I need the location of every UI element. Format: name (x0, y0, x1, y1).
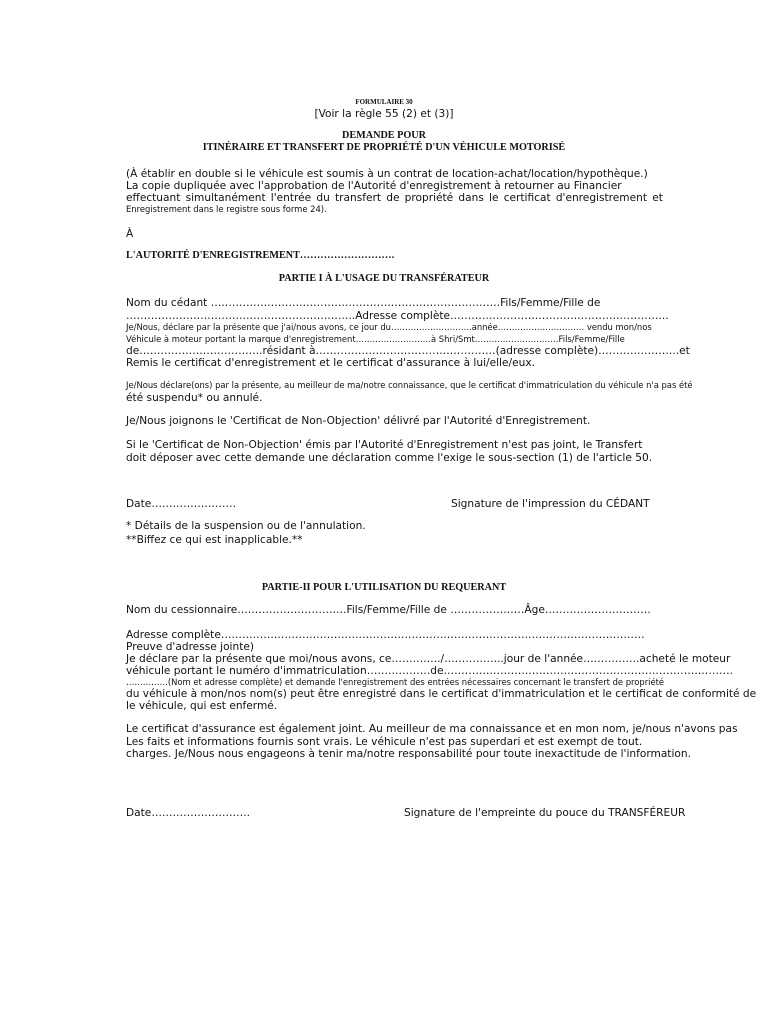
part1-condition-2: doit déposer avec cette demande une déclaration comme l'exige le sous-section (1) de l'article 50. (126, 452, 653, 464)
part1-declaration-1: Je/Nous déclare(ons) par la présente, au meilleur de ma/notre connaissance, que le certificat d'immatriculation du véhicule n'a pas été (126, 380, 693, 390)
intro-word: propriété (404, 192, 454, 204)
intro-word: l'entrée (270, 192, 312, 204)
to-label: À (126, 228, 134, 240)
intro-word: transfert (335, 192, 382, 204)
intro-line-4: Enregistrement dans le registre sous forme 24). (126, 204, 327, 214)
part1-line-3: Je/Nous, déclare par la présente que j'ai/nous avons, ce jour du………………………..année…………………………. vendu mon/nos (126, 322, 652, 332)
part1-footnote-1: * Détails de la suspension ou de l'annulation. (126, 520, 366, 532)
part1-line-2: ………………………………………………………..Adresse complète…………………………………………………….. (126, 310, 669, 322)
part1-condition-1: Si le 'Certificat de Non-Objection' émis par l'Autorité d'Enregistrement n'est pas joint, le Transfert (126, 439, 643, 451)
part2-line-7: du véhicule à mon/nos nom(s) peut être enregistré dans le certificat d'immatriculation et le certificat de conformité de (126, 688, 757, 700)
part1-line-4: Véhicule à moteur portant la marque d'enregistrement………………………à Shri/Smt…………………………Fils/Femme/Fille (126, 334, 625, 344)
part2-insurance-3: charges. Je/Nous nous engageons à tenir ma/notre responsabilité pour toute inexactitude de l'information. (126, 748, 691, 760)
part2-line-8: le véhicule, qui est enfermé. (126, 700, 278, 712)
intro-word: simultanément (185, 192, 266, 204)
rule-reference: [Voir la règle 55 (2) et (3)] (314, 108, 454, 120)
authority-line: L'AUTORITÉ D'ENREGISTREMENT………………………. (126, 250, 395, 261)
intro-word: de (386, 192, 400, 204)
part2-line-3: Preuve d'adresse jointe) (126, 641, 255, 653)
title-line-1: DEMANDE POUR (341, 130, 427, 141)
part2-insurance-2: Les faits et informations fournis sont vrais. Le véhicule n'est pas superdari et est exempt de tout. (126, 736, 643, 748)
part1-noc-line: Je/Nous joignons le 'Certificat de Non-Objection' délivré par l'Autorité d'Enregistrement. (126, 415, 591, 427)
part2-line-5: véhicule portant le numéro d'immatriculation………………de………………………………………………………………………. (126, 665, 733, 677)
part1-line-6: Remis le certificat d'enregistrement et le certificat d'assurance à lui/elle/eux. (126, 357, 535, 369)
intro-word: d'enregistrement (555, 192, 648, 204)
intro-line-2: La copie dupliquée avec l'approbation de l'Autorité d'enregistrement à retourner au Financier (126, 180, 622, 192)
form-number: FORMULAIRE 30 (355, 98, 413, 106)
part1-footnote-2: **Biffez ce qui est inapplicable.** (126, 534, 303, 546)
part2-line-2: Adresse complète………………………………………………………………………………………………………… (126, 629, 645, 641)
intro-word: effectuant (126, 192, 181, 204)
intro-word: et (652, 192, 663, 204)
part2-line-6: ……………(Nom et adresse complète) et demande l'enregistrement des entrées nécessaires concernant le transfert de propriété (126, 677, 665, 687)
part1-declaration-2: été suspendu* ou annulé. (126, 392, 263, 404)
part2-signature-label: Signature de l'empreinte du pouce du TRANSFÉREUR (404, 807, 686, 819)
part1-signature-label: Signature de l'impression du CÉDANT (451, 498, 650, 510)
part2-heading: PARTIE-II POUR L'UTILISATION DU REQUERANT (261, 582, 507, 593)
intro-line-3 (126, 192, 663, 204)
part2-line-1: Nom du cessionnaire………………………….Fils/Femme/Fille de …………………Âge………………………… (126, 604, 651, 616)
part2-insurance-1: Le certificat d'assurance est également joint. Au meilleur de ma connaissance et en mon nom, je/nous n'avons pas (126, 723, 738, 735)
part2-line-4: Je déclare par la présente que moi/nous avons, ce…………../……………..jour de l'année…………….acheté le moteur (126, 653, 731, 665)
part1-date: Date…………………… (126, 498, 237, 510)
intro-word: certificat (503, 192, 551, 204)
title-line-2: ITINÉRAIRE ET TRANSFERT DE PROPRIÉTÉ D'UN VÉHICULE MOTORISÉ (202, 142, 566, 153)
part2-date: Date………………………. (126, 807, 251, 819)
intro-word: le (489, 192, 499, 204)
intro-word: du (316, 192, 330, 204)
part1-line-1: Nom du cédant ……………………………………………………………………….Fils/Femme/Fille de (126, 297, 601, 309)
intro-line-1: (À établir en double si le véhicule est soumis à un contrat de location-achat/location/hypothèque.) (126, 168, 648, 180)
intro-word: dans (458, 192, 484, 204)
part1-heading: PARTIE I À L'USAGE DU TRANSFÉRATEUR (278, 273, 490, 284)
part1-line-5: de……………………………..résidant à……………………………………………(adresse complète)…………………..et (126, 345, 690, 357)
